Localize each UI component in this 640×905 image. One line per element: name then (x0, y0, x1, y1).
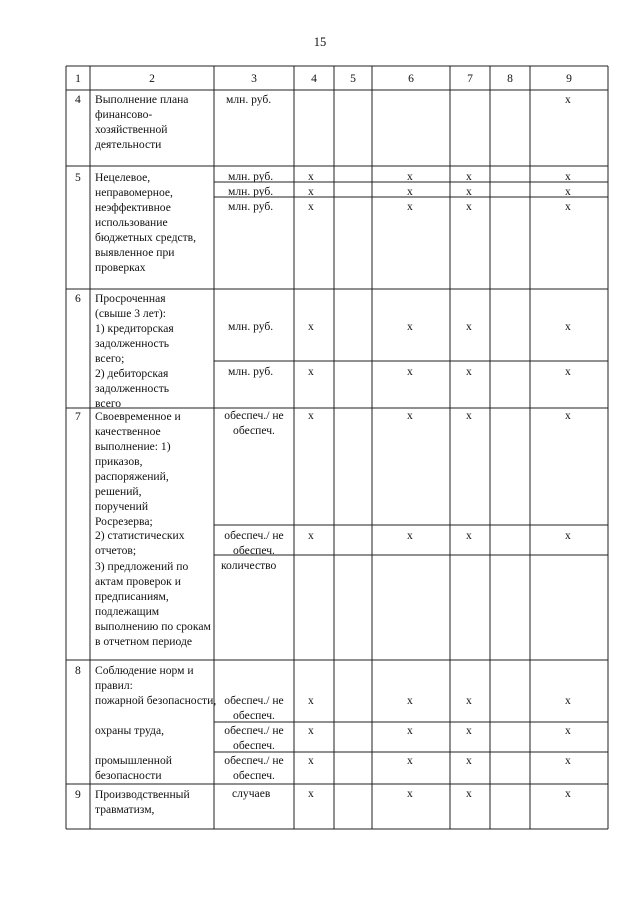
mark-col-9: x (565, 724, 571, 737)
unit-cell: случаев (232, 787, 271, 800)
mark-col-6: x (407, 320, 413, 333)
indicator-label: Просроченная (свыше 3 лет): (95, 292, 167, 320)
mark-col-9: x (565, 320, 571, 333)
mark-col-4: x (308, 754, 314, 767)
mark-col-4: x (308, 185, 314, 198)
indicator-label: Производственный травматизм, (95, 788, 190, 816)
mark-col-9: x (565, 529, 571, 542)
header-cell-7: 7 (467, 72, 473, 85)
mark-col-4: x (308, 787, 314, 800)
mark-col-4: x (308, 170, 314, 183)
mark-col-7: x (466, 409, 472, 422)
row-number: 9 (75, 788, 81, 801)
mark-col-9: x (565, 93, 571, 106)
header-cell-1: 1 (75, 72, 81, 85)
indicator-label: 3) предложений по актам проверок и предписаниям, подлежащим выполнению по срокам в отчетном периоде (95, 560, 211, 648)
unit-cell: млн. руб. (228, 185, 274, 198)
mark-col-6: x (407, 365, 413, 378)
mark-col-7: x (466, 754, 472, 767)
mark-col-6: x (407, 529, 413, 542)
mark-col-6: x (407, 409, 413, 422)
row-number: 8 (75, 664, 81, 677)
mark-col-4: x (308, 724, 314, 737)
mark-col-7: x (466, 185, 472, 198)
mark-col-7: x (466, 170, 472, 183)
mark-col-7: x (466, 365, 472, 378)
mark-col-6: x (407, 787, 413, 800)
mark-col-9: x (565, 694, 571, 707)
mark-col-4: x (308, 529, 314, 542)
indicator-label: промышленной безопасности (95, 754, 172, 782)
header-cell-3: 3 (251, 72, 257, 85)
mark-col-7: x (466, 694, 472, 707)
row-number: 6 (75, 292, 81, 305)
mark-col-7: x (466, 320, 472, 333)
mark-col-9: x (565, 365, 571, 378)
header-cell-6: 6 (408, 72, 414, 85)
unit-cell: млн. руб. (228, 320, 274, 333)
mark-col-6: x (407, 754, 413, 767)
unit-cell: обеспеч./ не обеспеч. (224, 754, 284, 782)
indicator-label: 2) статистических отчетов; (95, 529, 185, 557)
header-cell-8: 8 (507, 72, 513, 85)
header-cell-5: 5 (350, 72, 356, 85)
unit-cell: млн. руб. (228, 170, 274, 183)
mark-col-6: x (407, 200, 413, 213)
unit-cell: обеспеч./ не обеспеч. (224, 409, 284, 437)
mark-col-4: x (308, 320, 314, 333)
indicator-label: Своевременное и качественное выполнение: 1) приказов, распоряжений, решений, поручений Росрезерва; (95, 410, 181, 528)
mark-col-9: x (565, 185, 571, 198)
unit-cell: обеспеч./ не обеспеч. (224, 724, 284, 752)
unit-cell: обеспеч./ не обеспеч. (224, 694, 284, 722)
row-number: 5 (75, 171, 81, 184)
row-number: 7 (75, 410, 81, 423)
mark-col-7: x (466, 529, 472, 542)
mark-col-9: x (565, 409, 571, 422)
unit-cell: обеспеч./ не обеспеч. (224, 529, 284, 557)
indicator-label: 1) кредиторская задолженность всего; (95, 322, 174, 365)
indicator-label: 2) дебиторская задолженность всего (95, 367, 170, 410)
page-number: 15 (313, 35, 327, 49)
indicator-label: Нецелевое, неправомерное, неэффективное использование бюджетных средств, выявленное при проверках (95, 171, 197, 274)
mark-col-9: x (565, 754, 571, 767)
mark-col-4: x (308, 694, 314, 707)
indicator-label: пожарной безопасности, (95, 694, 217, 707)
header-cell-9: 9 (566, 72, 572, 85)
row-number: 4 (75, 93, 81, 106)
mark-col-6: x (407, 724, 413, 737)
indicator-label: Соблюдение норм и правил: (95, 664, 194, 692)
mark-col-7: x (466, 724, 472, 737)
mark-col-4: x (308, 409, 314, 422)
header-cell-2: 2 (149, 72, 155, 85)
mark-col-6: x (407, 694, 413, 707)
indicator-label: Выполнение плана финансово-хозяйственной деятельности (95, 93, 189, 151)
mark-col-6: x (407, 170, 413, 183)
unit-cell: млн. руб. (228, 365, 274, 378)
unit-cell: млн. руб. (228, 200, 274, 213)
unit-cell: количество (221, 559, 277, 572)
mark-col-7: x (466, 787, 472, 800)
mark-col-4: x (308, 365, 314, 378)
mark-col-9: x (565, 200, 571, 213)
mark-col-9: x (565, 170, 571, 183)
indicator-label: охраны труда, (95, 724, 165, 737)
header-cell-4: 4 (311, 72, 317, 85)
unit-cell: млн. руб. (226, 93, 272, 106)
mark-col-9: x (565, 787, 571, 800)
mark-col-4: x (308, 200, 314, 213)
mark-col-6: x (407, 185, 413, 198)
mark-col-7: x (466, 200, 472, 213)
